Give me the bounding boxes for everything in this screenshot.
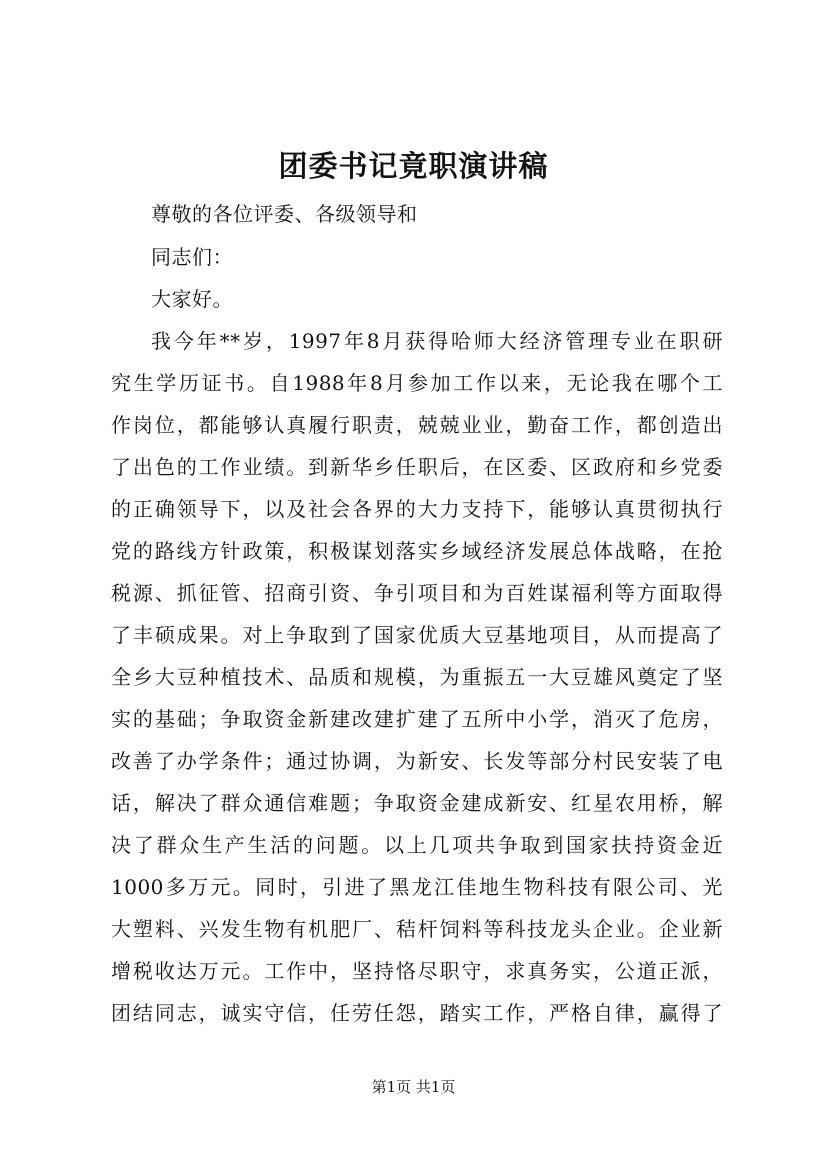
body-line: 大塑料、兴发生物有机肥厂、秸杆饲料等科技龙头企业。企业新 <box>111 917 723 941</box>
document-title: 团委书记竟职演讲稿 <box>278 149 549 183</box>
salutation-line-2: 同志们： <box>151 245 233 269</box>
body-line: 团结同志，诚实守信，任劳任怨，踏实工作，严格自律，赢得了 <box>111 1001 723 1025</box>
body-line: 决了群众生产生活的问题。以上几项共争取到国家扶持资金近 <box>111 833 723 857</box>
body-line: 改善了办学条件；通过协调，为新安、长发等部分村民安装了电 <box>111 749 723 773</box>
body-line: 全乡大豆种植技术、品质和规模，为重振五一大豆雄风奠定了坚 <box>111 665 723 689</box>
body-line: 作岗位，都能够认真履行职责，兢兢业业，勤奋工作，都创造出 <box>111 413 723 437</box>
body-line: 1000多万元。同时，引进了黑龙江佳地生物科技有限公司、光 <box>111 875 723 899</box>
salutation-line-1: 尊敬的各位评委、各级领导和 <box>151 202 418 226</box>
body-line: 了出色的工作业绩。到新华乡任职后，在区委、区政府和乡党委 <box>111 455 723 479</box>
body-line: 话，解决了群众通信难题；争取资金建成新安、红星农用桥，解 <box>111 791 723 815</box>
greeting-line: 大家好。 <box>151 287 233 311</box>
body-line: 党的路线方针政策，积极谋划落实乡域经济发展总体战略，在抢 <box>111 539 723 563</box>
body-line: 究生学历证书。自1988年8月参加工作以来，无论我在哪个工 <box>111 371 723 395</box>
body-line: 税源、抓征管、招商引资、争引项目和为百姓谋福利等方面取得 <box>111 581 723 605</box>
body-line: 我今年**岁，1997年8月获得哈师大经济管理专业在职研 <box>151 329 723 353</box>
body-line: 增税收达万元。工作中，坚持恪尽职守，求真务实，公道正派， <box>111 959 723 983</box>
body-line: 了丰硕成果。对上争取到了国家优质大豆基地项目，从而提高了 <box>111 623 723 647</box>
body-line: 实的基础；争取资金新建改建扩建了五所中小学，消灭了危房， <box>111 707 723 731</box>
page-number-footer: 第1页 共1页 <box>371 1078 456 1096</box>
body-line: 的正确领导下，以及社会各界的大力支持下，能够认真贯彻执行 <box>111 497 723 521</box>
